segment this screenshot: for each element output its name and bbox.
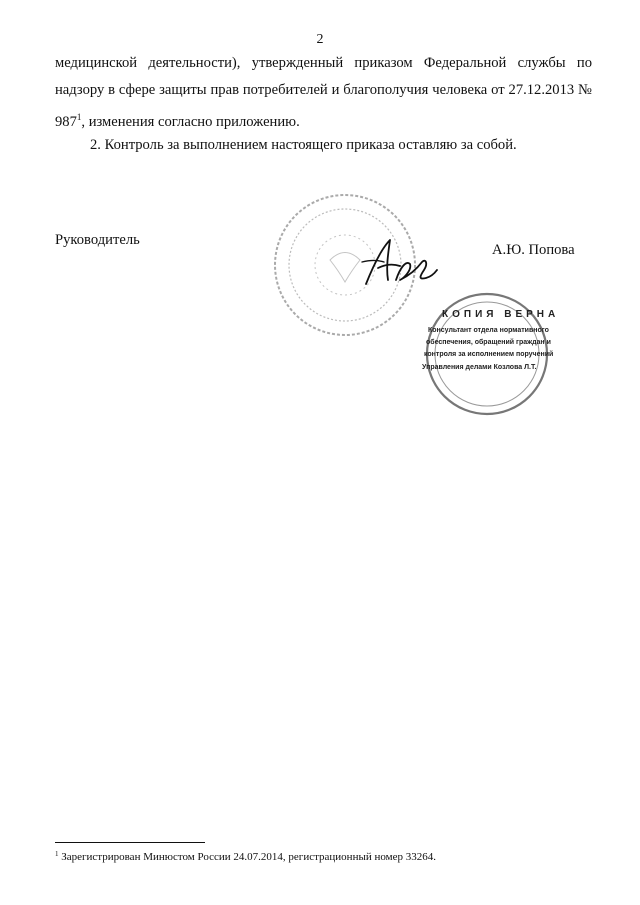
- paragraph-1: [55, 50, 592, 136]
- footnote-marker: 1: [55, 850, 59, 858]
- stamp-line-4: контроля за исполнением поручений: [424, 351, 554, 358]
- signature-image: [360, 234, 440, 290]
- footnote: [55, 850, 436, 863]
- stamp-line-1: КОПИЯ ВЕРНА: [442, 309, 560, 320]
- copy-certification-stamp: [402, 290, 580, 420]
- signatory-name: А.Ю. Попова: [492, 242, 575, 258]
- stamp-line-3: обеспечения, обращений граждан и: [426, 339, 551, 346]
- footnote-separator: [55, 842, 205, 843]
- footnote-text: Зарегистрирован Минюстом России 24.07.2014, регистрационный номер 33264.: [61, 851, 437, 863]
- stamp-line-2: Консультант отдела нормативного: [428, 327, 549, 334]
- paragraph-1-text: медицинской деятельности), утвержденный приказом Федеральной службы по надзору в сфере защиты прав потребителей и благополучия человека от 27.12.2013 № 987: [55, 55, 592, 130]
- footnote-reference: 1: [76, 112, 82, 122]
- paragraph-1-text-after: , изменения согласно приложению.: [81, 114, 300, 130]
- signatory-role: Руководитель: [55, 232, 140, 248]
- page-number: 2: [316, 32, 324, 47]
- paragraph-2: 2. Контроль за выполнением настоящего приказа оставляю за собой.: [90, 137, 517, 153]
- stamp-line-5: Управления делами Козлова Л.Т.: [422, 364, 537, 371]
